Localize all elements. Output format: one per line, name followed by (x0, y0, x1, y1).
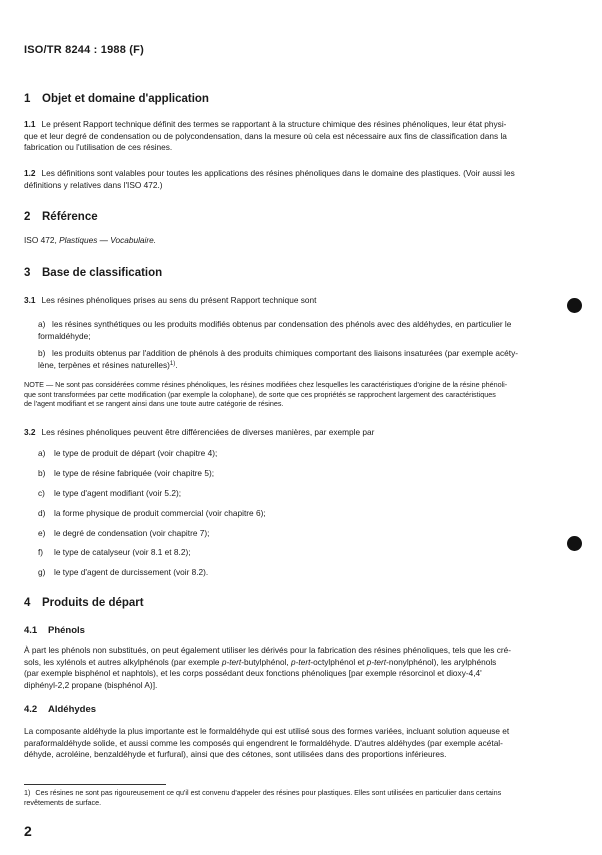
paragraph-1-2 (24, 168, 576, 191)
classification-item (38, 547, 191, 559)
text-line: fabrication ou l'utilisation de ces résines. (24, 142, 173, 153)
list-text: le type de produit de départ (voir chapitre 4); (54, 448, 218, 458)
text-line: que et leur degré de condensation ou de polycondensation, dans la mesure où cela est nécessaire aux fins de classification dans la (24, 130, 507, 141)
footnote-mark: 1) (24, 788, 31, 797)
margin-bullet-mark (567, 536, 582, 551)
text-run: -octylphénol et (310, 656, 367, 667)
section-title: Référence (42, 211, 98, 223)
classification-item (38, 448, 217, 460)
list-label: d) (38, 508, 46, 518)
section-number: 2 (24, 211, 31, 223)
list-label: b) (38, 348, 46, 358)
footnote (24, 788, 576, 807)
paragraph-number: 1.1 (24, 119, 36, 129)
paragraph-1-1 (24, 119, 576, 154)
list-label: g) (38, 567, 46, 577)
italic-run: p-tert (291, 656, 311, 667)
list-label: b) (38, 468, 46, 478)
text-line: Le présent Rapport technique définit des termes se rapportant à la structure chimique des résines phénoliques, leur état physi- (41, 119, 507, 129)
subsection-number: 4.2 (24, 704, 38, 715)
paragraph-3-2 (24, 427, 564, 439)
italic-run: p-tert (366, 656, 387, 667)
list-text: le type d'agent modifiant (voir 5.2); (54, 488, 182, 498)
text-line: revêtements de surface. (24, 797, 102, 807)
section-title: Base de classification (42, 267, 163, 279)
reference-entry (24, 235, 156, 247)
classification-item (38, 567, 208, 579)
text-line: NOTE — Ne sont pas considérées comme résines phénoliques, les résines modifiées chez lesquelles les caractéristiques d'origine de la résine phénoli- (24, 380, 508, 389)
section-1-heading (24, 93, 209, 105)
paragraph-4-2 (24, 726, 576, 761)
text-line: La composante aldéhyde la plus importante est le formaldéhyde qui est utilisé sous des formes variées, incluant solution aqueuse et (24, 726, 510, 736)
reference-standard: ISO 472, (24, 235, 57, 245)
text-line: formaldéhyde; (38, 330, 91, 341)
list-label: a) (38, 448, 46, 458)
italic-run: p-tert (221, 656, 242, 667)
list-text: la forme physique de produit commercial (voir chapitre 6); (54, 508, 266, 518)
section-3-heading (24, 267, 162, 279)
paragraph-3-1 (24, 295, 564, 307)
text-line: (par exemple bisphénol et naphtols), et les corps possédant deux fonctions phénoliques [par exemple résorcinol et dioxy-4,4' (24, 668, 482, 679)
section-number: 4 (24, 597, 31, 609)
list-text: le degré de condensation (voir chapitre 7); (54, 528, 210, 538)
classification-item (38, 488, 181, 500)
section-title: Produits de départ (42, 597, 144, 609)
section-title: Objet et domaine d'application (42, 93, 209, 105)
section-number: 3 (24, 267, 31, 279)
list-item-a (38, 319, 576, 342)
text-line: de l'agent modifiant et se rangent ainsi dans une toute autre catégorie de résines. (24, 399, 284, 409)
text-line: Les résines phénoliques prises au sens du présent Rapport technique sont (41, 295, 317, 305)
list-label: a) (38, 319, 46, 329)
classification-item (38, 508, 266, 520)
list-text: le type d'agent de durcissement (voir 8.2). (54, 567, 209, 577)
document-header: ISO/TR 8244 : 1988 (F) (24, 44, 144, 56)
subsection-number: 4.1 (24, 625, 38, 636)
section-number: 1 (24, 93, 31, 105)
text-line: les résines synthétiques ou les produits modifiés obtenus par condensation des phénols avec des aldéhydes, en particulier le (52, 319, 512, 329)
section-2-heading (24, 211, 98, 223)
list-text: le type de résine fabriquée (voir chapitre 5); (54, 468, 215, 478)
list-text: le type de catalyseur (voir 8.1 et 8.2); (54, 547, 191, 557)
text-line: Les définitions sont valables pour toutes les applications des résines phénoliques dans le domaine des plastiques. (Voir aussi les (41, 168, 515, 178)
text-line: À part les phénols non substitués, on peut également utiliser les dérivés pour la fabrication des résines phénoliques, tels que les cré- (24, 645, 512, 655)
paragraph-number: 3.1 (24, 295, 36, 305)
text-line: Les résines phénoliques peuvent être différenciées de diverses manières, par exemple par (41, 427, 375, 437)
list-label: f) (38, 547, 44, 557)
list-label: c) (38, 488, 45, 498)
text-run: sols, les xylénols et autres alkylphénols (par exemple (24, 656, 222, 667)
subsection-title: Aldéhydes (48, 704, 97, 715)
text-line: paraformaldéhyde solide, et aussi comme les composés qui engendrent le formaldéhyde. D'autres aldéhydes (par exemple acétal- (24, 737, 503, 748)
paragraph-number: 1.2 (24, 168, 36, 178)
paragraph-number: 3.2 (24, 427, 36, 437)
classification-item (38, 528, 209, 540)
text-run: -nonylphénol), les arylphénols (386, 656, 497, 667)
text-line: lène, terpènes et résines naturelles) (38, 359, 170, 370)
subsection-title: Phénols (48, 625, 85, 636)
text-line (24, 657, 576, 669)
text-line: les produits obtenus par l'addition de phénols à des produits chimiques comportant des liaisons insaturées (par exemple acéty- (52, 348, 519, 358)
text-line: déhyde, acroléine, benzaldéhyde et furfural), ainsi que des cétones, sont utilisées dans des proportions inférieures. (24, 749, 447, 760)
text-line: que sont transformées par cette modification (par exemple la colophane), de sorte que ces propriétés se rapprochent largement des caractéristiques (24, 389, 496, 399)
footnote-reference: 1) (169, 360, 176, 367)
subsection-4-1-heading (24, 625, 85, 636)
section-4-heading (24, 597, 144, 609)
text-line: Ces résines ne sont pas rigoureusement ce qu'il est convenu d'appeler des résines pour plastiques. Elles sont utilisées en particulier dans certains (35, 788, 502, 797)
reference-title: Plastiques — Vocabulaire. (59, 235, 157, 245)
paragraph-4-1 (24, 645, 576, 691)
text-line: diphényl-2,2 propane (bisphénol A)]. (24, 679, 158, 690)
text-run: -butylphénol, (241, 656, 292, 667)
footnote-separator (24, 784, 166, 785)
list-label: e) (38, 528, 46, 538)
margin-bullet-mark (567, 298, 582, 313)
classification-item (38, 468, 214, 480)
text-line: définitions y relatives dans l'ISO 472.) (24, 179, 163, 190)
page-number: 2 (24, 823, 32, 839)
list-item-b: b) les produits obtenus par l'addition de phénols à des produits chimiques comportant des liaisons insaturées (par exemple acéty- lène, terpènes et résines naturelles)$^{1)}$. (38, 348, 519, 370)
subsection-4-2-heading (24, 704, 96, 715)
note-block (24, 380, 576, 409)
